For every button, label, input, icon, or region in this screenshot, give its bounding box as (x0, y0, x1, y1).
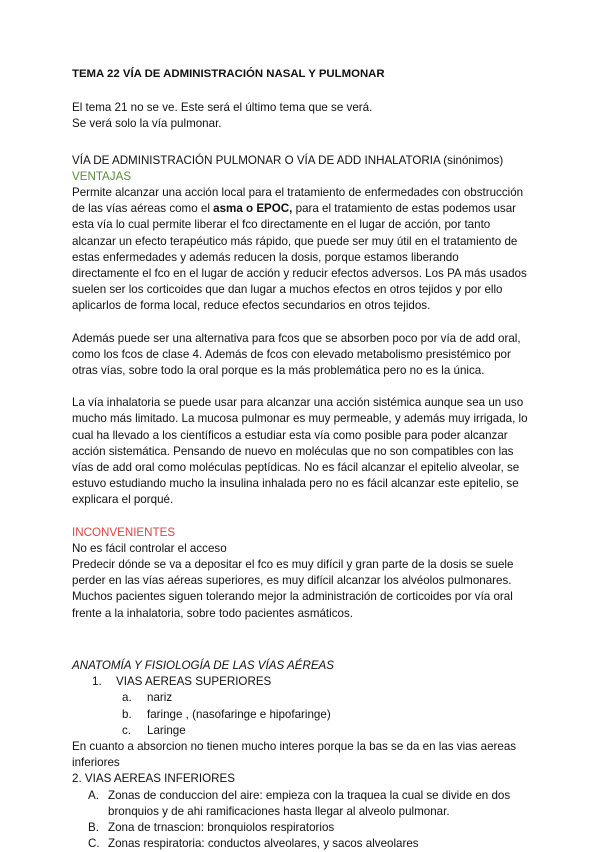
document-page (72, 66, 528, 852)
document-title: TEMA 22 VÍA DE ADMINISTRACIÓN NASAL Y PULMONAR (72, 68, 385, 80)
intro-line-2: Se verá solo la vía pulmonar. (72, 117, 222, 131)
list-marker: C. (88, 837, 100, 851)
sub-list-item (72, 723, 528, 739)
inconvenientes-line-1: No es fácil controlar el acceso (72, 541, 227, 555)
ventajas-paragraph-1 (72, 185, 528, 315)
anatomia-heading: ANATOMÍA Y FISIOLOGÍA DE LAS VÍAS AÉREAS (72, 658, 335, 672)
list-marker: 1. (92, 675, 102, 689)
list-item-text: nariz (147, 691, 173, 705)
list-item-text: VIAS AEREAS SUPERIORES (116, 675, 272, 689)
section-heading-pulmonar: VÍA DE ADMINISTRACIÓN PULMONAR O VÍA DE ADD INHALATORIA (sinónimos) (72, 153, 504, 167)
inferior-list-item (72, 820, 528, 836)
ventajas-label: VENTAJAS (72, 169, 132, 183)
ventajas-paragraph-2: Además puede ser una alternativa para fcos que se absorben poco por vía de add oral, como los fcos de clase 4. Además de fcos con elevado metabolismo presistémico por otras vías, sobre todo la oral porque es la más problemática pero no es la única. (72, 331, 521, 378)
inconvenientes-label: INCONVENIENTES (72, 525, 176, 539)
list-item-vias-inferiores: 2. VIAS AEREAS INFERIORES (72, 772, 236, 786)
list-marker: c. (122, 723, 132, 737)
absorcion-note: En cuanto a absorcion no tienen mucho interes porque la bas se da en las vias aereas inferiores (72, 739, 517, 770)
ventajas-paragraph-3: La vía inhalatoria se puede usar para alcanzar una acción sistémica aunque sea un uso mucho más limitado. La mucosa pulmonar es muy permeable, y además muy irrigada, lo cual ha llevado a los científicos a estudiar esta vía como posible para poder alcanzar acción sistemática. Pensando de nuevo en moléculas que no son compatibles con las vías de add oral como moléculas peptídicas. No es fácil alcanzar el epitelio alveolar, se estuvo estudiando mucho la insulina inhalada pero no es fácil alcanzar este epitelio, se explicara el porqué. (72, 396, 528, 507)
list-marker: A. (88, 788, 99, 802)
list-item-text: Zonas respiratoria: conductos alveolares, y sacos alveolares (108, 837, 419, 851)
list-item-vias-superiores (72, 674, 528, 690)
sub-list-item (72, 707, 528, 723)
list-marker: B. (88, 820, 99, 834)
sub-list-item (72, 690, 528, 706)
paragraph-text: Permite alcanzar una acción local para el tratamiento de enfermedades con obstrucción de las vías aéreas como el (72, 186, 524, 216)
list-marker: b. (122, 707, 132, 721)
intro-line-1: El tema 21 no se ve. Este será el último tema que se verá. (72, 101, 373, 115)
list-item-text: Laringe (147, 723, 186, 737)
inferior-list-item (72, 836, 528, 852)
paragraph-text: para el tratamiento de estas podemos usar esta vía lo cual permite liberar el fco directamente en el lugar de acción, por tanto alcanzar un efecto terapéutico más rápido, que puede ser muy útil en el tratamiento de estas enfermedades y además reducen la dosis, porque estamos liberando directamente el fco en el lugar de acción y reducir efectos adversos. Los PA más usados suelen ser los corticoides que dan lugar a muchos efectos en otros tejidos y por ello aplicarlos de forma local, reduce efectos secundarios en otros tejidos. (72, 202, 527, 313)
bold-text-asma-epoc: asma o EPOC, (213, 202, 293, 216)
inconvenientes-paragraph: Predecir dónde se va a depositar el fco es muy difícil y gran parte de la dosis se suele perder en las vías aéreas superiores, es muy difícil alcanzar los alvéolos pulmonares. Muchos pacientes siguen tolerando mejor la administración de corticoides por vía oral frente a la inhalatoria, sobre todo pacientes asmáticos. (72, 558, 514, 620)
list-marker: a. (122, 691, 132, 705)
inferior-list-item (72, 788, 528, 820)
list-item-text: faringe , (nasofaringe e hipofaringe) (147, 707, 331, 721)
list-item-text: Zona de trnascion: bronquiolos respiratorios (108, 820, 335, 834)
list-item-text: Zonas de conduccion del aire: empieza con la traquea la cual se divide en dos bronquios y de ahi ramificaciones hasta llegar al alveolo pulmonar. (108, 788, 511, 818)
